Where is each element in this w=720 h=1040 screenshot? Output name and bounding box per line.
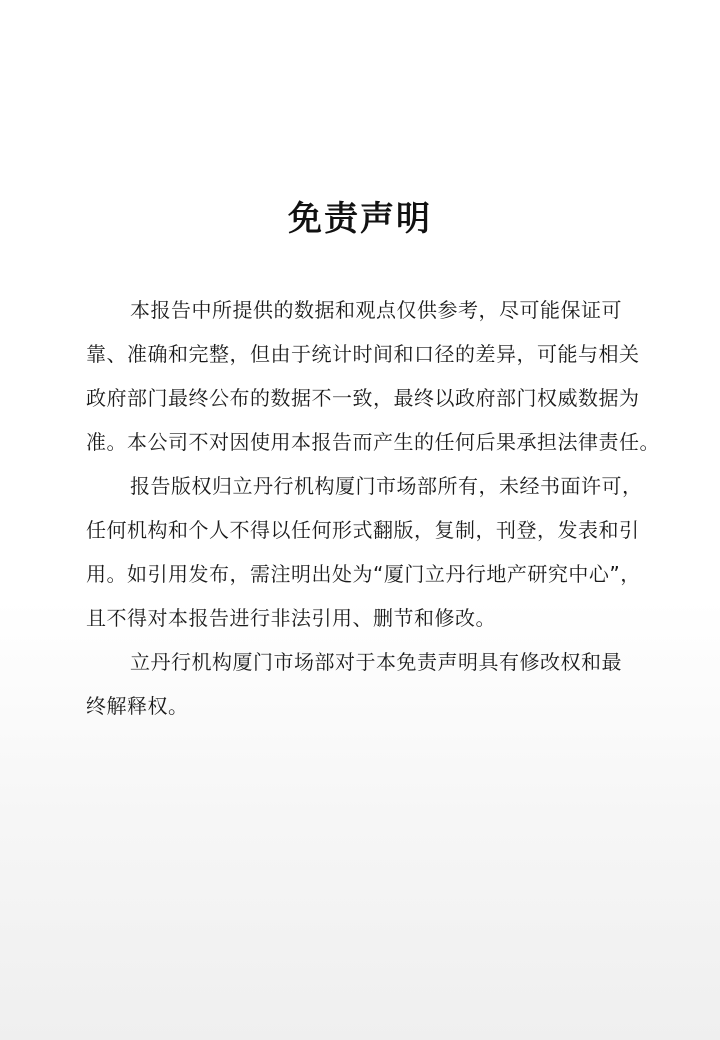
paragraph-line: 靠、准确和完整，但由于统计时间和口径的差异，可能与相关: [86, 342, 640, 366]
paragraph-line: 准。本公司不对因使用本报告而产生的任何后果承担法律责任。: [86, 430, 660, 454]
paragraph-line: 本报告中所提供的数据和观点仅供参考，尽可能保证可: [130, 298, 622, 322]
page-title: 免责声明: [288, 199, 432, 239]
disclaimer-document: [86, 190, 686, 728]
paragraph-copyright: [86, 464, 686, 640]
paragraph-line: 用。如引用发布，需注明出处为“厦门立丹行地产研究中心”，: [86, 562, 641, 586]
paragraph-line: 立丹行机构厦门市场部对于本免责声明具有修改权和最: [130, 650, 622, 674]
paragraph-interpretation-right: [86, 640, 686, 728]
paragraph-line: 且不得对本报告进行非法引用、删节和修改。: [86, 606, 496, 630]
paragraph-line: 报告版权归立丹行机构厦门市场部所有，未经书面许可，: [130, 474, 643, 498]
paragraph-line: 终解释权。: [86, 694, 189, 718]
paragraph-line: 任何机构和个人不得以任何形式翻版，复制，刊登，发表和引: [86, 518, 640, 542]
paragraph-data-reference: [86, 288, 686, 464]
paragraph-line: 政府部门最终公布的数据不一致，最终以政府部门权威数据为: [86, 386, 640, 410]
